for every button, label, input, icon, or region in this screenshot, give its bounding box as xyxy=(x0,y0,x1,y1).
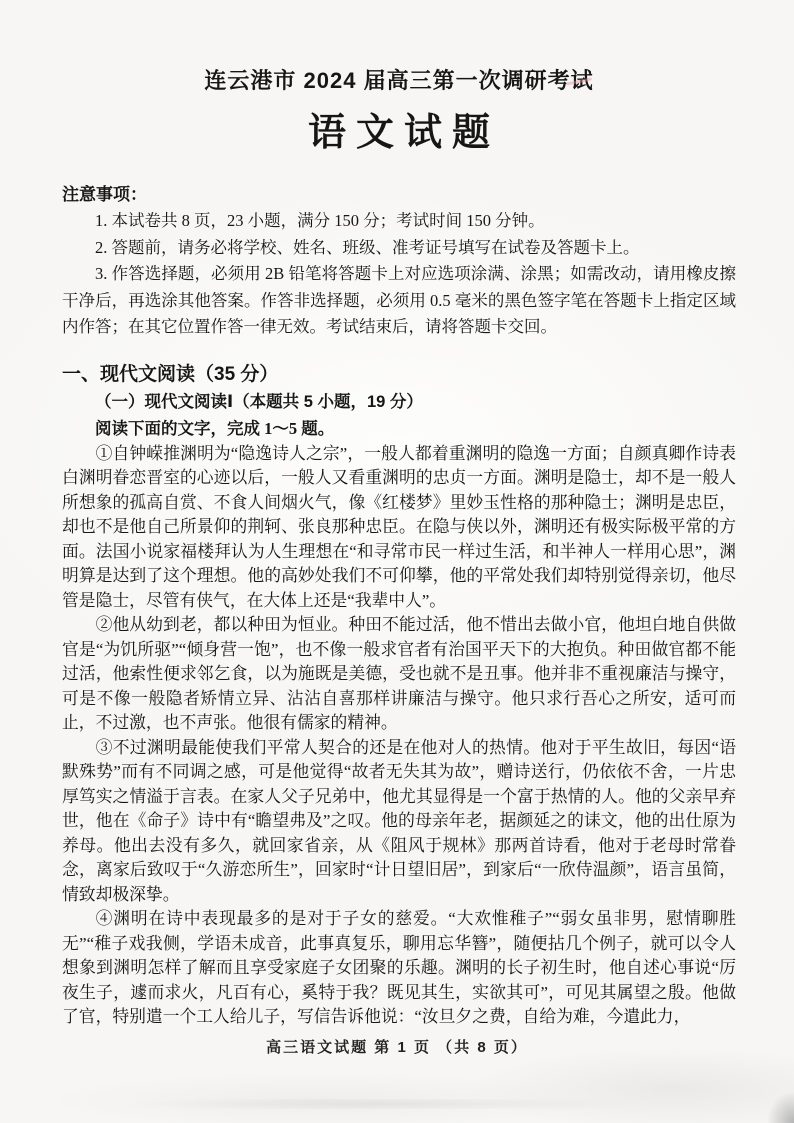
notice-item-3: 3. 作答选择题，必须用 2B 铅笔将答题卡上对应选项涂满、涂黑；如需改动，请用橡皮擦干净后，再选涂其他答案。作答非选择题，必须用 0.5 毫米的黑色签字笔在答题卡上指定区域内作答；在其它位置作答一律无效。考试结束后，请将答题卡交回。 xyxy=(62,264,736,336)
passage-paragraph-4: ④渊明在诗中表现最多的是对于子女的慈爱。“大欢惟稚子”“弱女虽非男，慰情聊胜无”“稚子戏我侧，学语未成音，此事真复乐，聊用忘华簪”，随便拈几个例子，就可以令人想象到渊明怎样了解而且享受家庭子女团聚的乐趣。渊明的长子初生时，他自述心事说“厉夜生子，遽而求火，凡百有心，奚特于我？既见其生，实欲其可”，可见其属望之殷。他做了官，特别遣一个工人给儿子，写信告诉他说：“汝旦夕之费，自给为难，今遣此力， xyxy=(62,909,736,1026)
modern-reading-section xyxy=(62,361,736,1030)
passage-paragraph-2: ②他从幼到老，都以种田为恒业。种田不能过活，他不惜出去做小官，他坦白地自供做官是“为饥所驱”“倾身营一饱”，也不像一般求官者有治国平天下的大抱负。种田做官都不能过活，他索性便求邻乞食，以为施既是美德，受也就不是丑事。他并非不重视廉洁与操守，可是不像一般隐者矫情立异、沾沾自喜那样讲廉洁与操守。他只求行吾心之所安，适可而止，不过激，也不声张。他很有儒家的精神。 xyxy=(62,615,736,732)
page-footer: 高三语文试题 第 1 页 （共 8 页） xyxy=(266,1039,528,1056)
notice-item-2: 2. 答题前，请务必将学校、姓名、班级、准考证号填写在试卷及答题卡上。 xyxy=(95,237,640,257)
exam-session-title: 连云港市 2024 届高三第一次调研考试 xyxy=(204,68,594,93)
exam-subject-title: 语文试题 xyxy=(307,112,500,154)
exam-header xyxy=(62,68,736,156)
subsection-heading-reading-1: （一）现代文阅读Ⅰ（本题共 5 小题，19 分） xyxy=(95,392,423,411)
reading-passage xyxy=(62,442,736,1030)
section-heading-modern-reading: 一、现代文阅读（35 分） xyxy=(62,363,279,385)
scan-artifact-bottom-smudge xyxy=(60,1099,700,1109)
notice-heading: 注意事项： xyxy=(62,185,147,204)
scan-artifact-corner-smudge xyxy=(768,1093,794,1123)
passage-paragraph-3: ③不过渊明最能使我们平常人契合的还是在他对人的热情。他对于平生故旧，每因“语默殊势”而有不同调之感，可是他觉得“故者无失其为故”，赠诗送行，仍依依不舍，一片忠厚笃实之情溢于言表。在家人父子兄弟中，他尤其显得是一个富于热情的人。他的父亲早弃世，他在《命子》诗中有“瞻望弗及”之叹。他的母亲年老，据颜延之的诔文，他的出仕原为养母。他出去没有多久，就回家省亲，从《阻风于规林》那两首诗看，他对于老母时常眷念，离家后致叹于“久游恋所生”，回家时“计日望旧居”，到家后“一欣侍温颜”，语言虽简，情致却极深挚。 xyxy=(62,737,736,904)
notice-section xyxy=(62,182,736,341)
reading-instruction: 阅读下面的文字，完成 1～5 题。 xyxy=(95,418,335,438)
passage-paragraph-1: ①自钟嵘推渊明为“隐逸诗人之宗”，一般人都着重渊明的隐逸一方面；自颜真卿作诗表白渊明眷恋晋室的心迹以后，一般人又看重渊明的忠贞一方面。渊明是隐士，却不是一般人所想象的孤高自赏、不食人间烟火气，像《红楼梦》里妙玉性格的那种隐士；渊明是忠臣，却也不是他自己所景仰的荆轲、张良那种忠臣。在隐与侠以外，渊明还有极实际极平常的方面。法国小说家福楼拜认为人生理想在“和寻常市民一样过生活，和半神人一样用心思”，渊明算是达到了这个理想。他的高妙处我们不可仰攀，他的平常处我们却特别觉得亲切，他尽管是隐士，尽管有侠气，在大体上还是“我辈中人”。 xyxy=(62,443,736,610)
notice-item-1: 1. 本试卷共 8 页，23 小题，满分 150 分；考试时间 150 分钟。 xyxy=(95,211,545,230)
